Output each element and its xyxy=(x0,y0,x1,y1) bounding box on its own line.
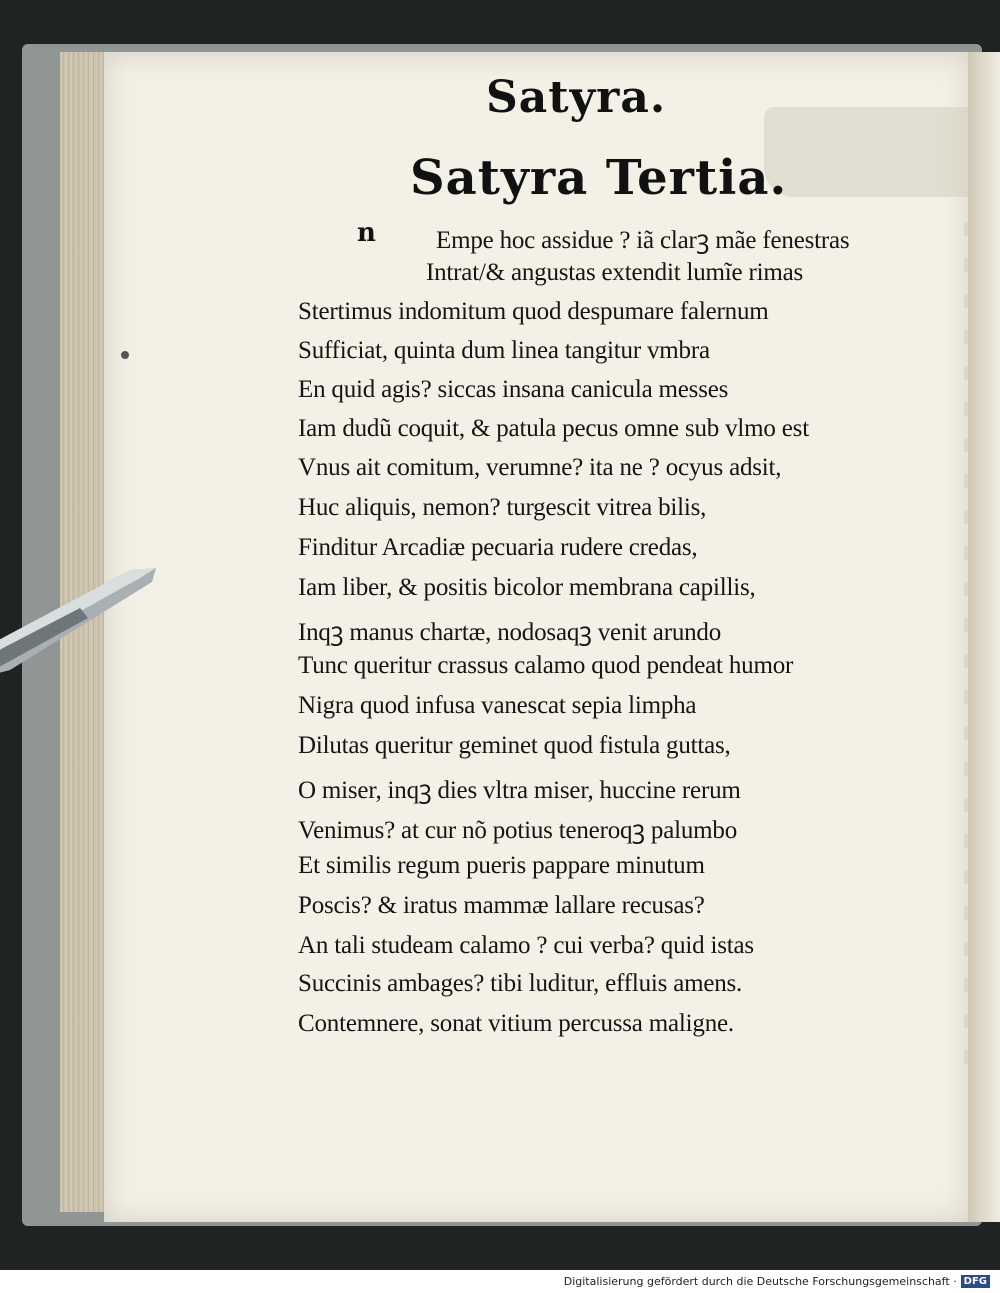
page-title: Satyra Tertia. xyxy=(410,150,788,206)
verse-line: O miser, inqꝫ dies vltra miser, huccine rerum xyxy=(298,777,741,804)
footer-text: Digitalisierung gefördert durch die Deutsche Forschungsgemeinschaft · xyxy=(563,1275,957,1288)
verse-line: Venimus? at cur nõ potius teneroqꝫ palumbo xyxy=(298,817,738,844)
footer-bar xyxy=(0,1270,1000,1293)
verse-line: En quid agis? siccas insana canicula messes xyxy=(298,376,729,403)
initial-letter: n xyxy=(357,218,376,248)
verse-line: An tali studeam calamo ? cui verba? quid istas xyxy=(298,932,754,959)
knife-icon xyxy=(0,560,190,680)
verse-line: Poscis? & iratus mammæ lallare recusas? xyxy=(298,892,705,919)
verse-line: Iam liber, & positis bicolor membrana capillis, xyxy=(298,574,756,601)
verse-line: Sufficiat, quinta dum linea tangitur vmbra xyxy=(298,337,710,364)
verse-line: Huc aliquis, nemon? turgescit vitrea bilis, xyxy=(298,494,707,521)
verse-line: Et similis regum pueris pappare minutum xyxy=(298,852,705,879)
verse-line: Intrat/& angustas extendit lumĩe rimas xyxy=(426,259,804,286)
facing-page-edge xyxy=(968,52,1000,1222)
verse-line: Inqꝫ manus chartæ, nodosaqꝫ venit arundo xyxy=(298,619,722,646)
running-head: Satyra. xyxy=(486,72,667,123)
verse-line: Iam dudũ coquit, & patula pecus omne sub vlmo est xyxy=(298,415,809,442)
verse-line: Stertimus indomitum quod despumare falernum xyxy=(298,298,769,325)
verse-line: Dilutas queritur geminet quod fistula guttas, xyxy=(298,732,731,759)
verse-line: Finditur Arcadiæ pecuaria rudere credas, xyxy=(298,534,698,561)
verse-line: Succinis ambages? tibi luditur, effluis amens. xyxy=(298,970,743,997)
ink-spot xyxy=(121,351,129,359)
verse-line: Nigra quod infusa vanescat sepia limpha xyxy=(298,692,697,719)
verse-line: Contemnere, sonat vitium percussa maligne. xyxy=(298,1010,734,1037)
verse-line: Tunc queritur crassus calamo quod pendeat humor xyxy=(298,652,794,679)
verse-line: Empe hoc assidue ? iã clarꝫ mãe fenestras xyxy=(436,227,850,254)
dfg-logo: DFG xyxy=(961,1275,990,1288)
verse-line: Vnus ait comitum, verumne? ita ne ? ocyus adsit, xyxy=(298,454,782,481)
